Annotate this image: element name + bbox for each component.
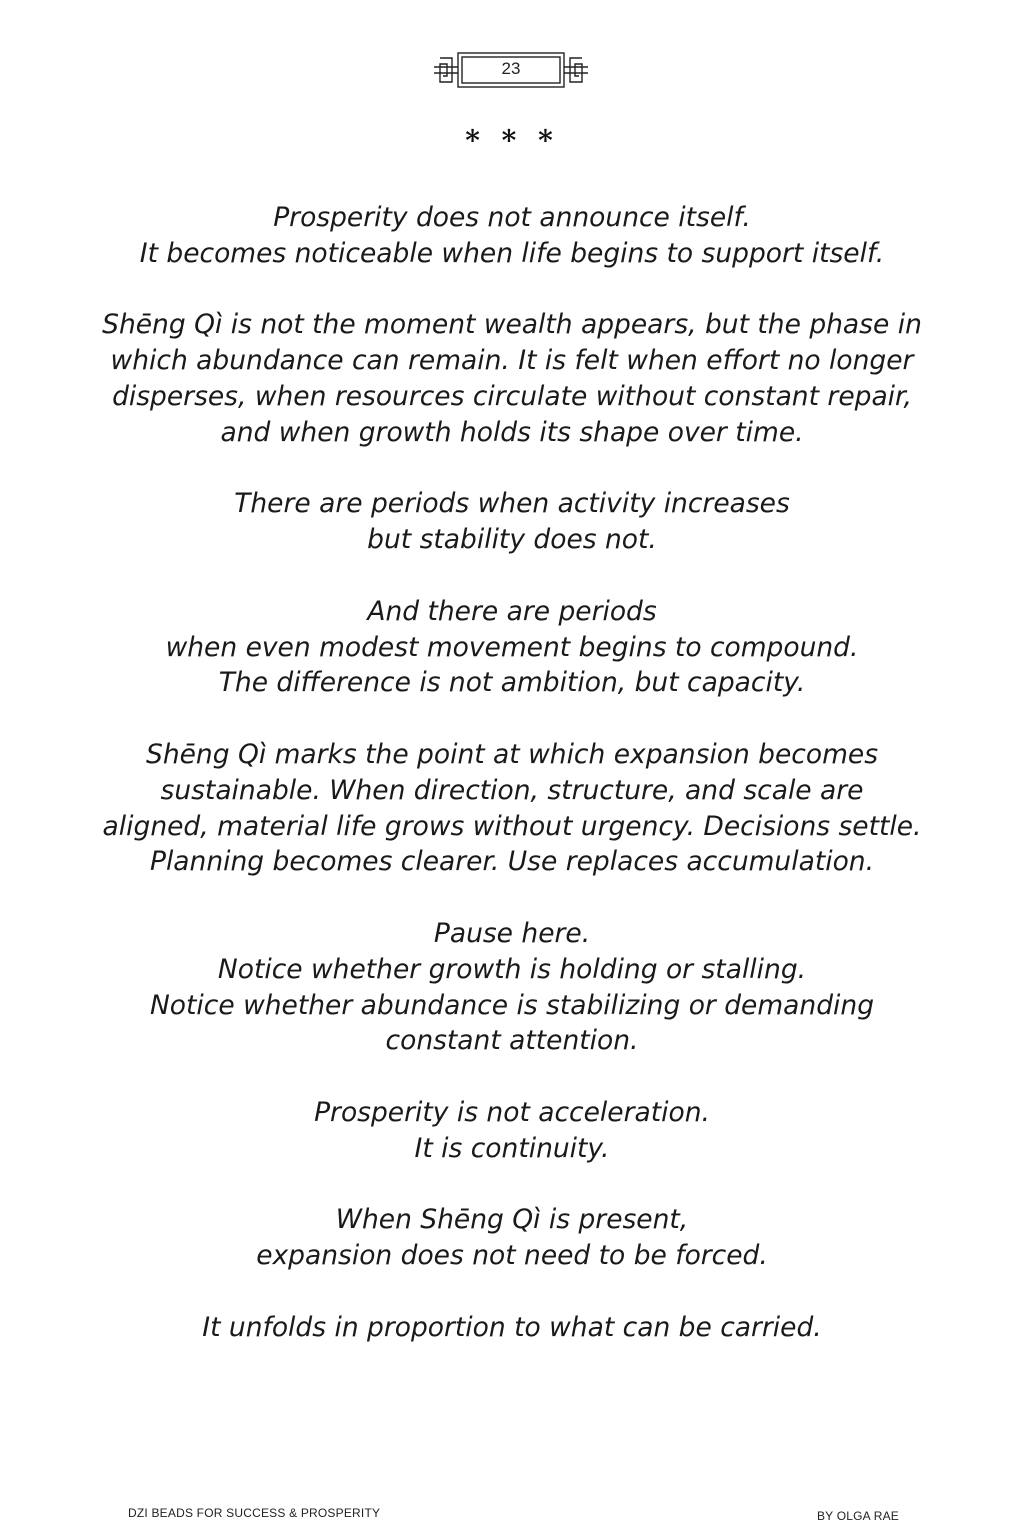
footer-book-title: DZI BEADS FOR SUCCESS & PROSPERITY <box>128 1506 381 1520</box>
text-line: It unfolds in proportion to what can be carried. <box>202 1311 822 1343</box>
text-line: It is continuity. <box>414 1132 610 1164</box>
body-text <box>100 200 924 1381</box>
text-line: and when growth holds its shape over time. <box>220 416 804 448</box>
text-line: There are periods when activity increases <box>234 488 790 520</box>
page-number-frame <box>432 50 590 90</box>
text-line: Shēng Qì is not the moment wealth appears, but the phase in <box>102 309 922 341</box>
text-line: When Shēng Qì is present, <box>335 1204 689 1236</box>
text-line: Notice whether abundance is stabilizing or demanding <box>149 989 875 1021</box>
text-line: constant attention. <box>385 1025 639 1057</box>
text-line: expansion does not need to be forced. <box>256 1240 768 1272</box>
paragraph <box>100 1095 924 1167</box>
text-line: disperses, when resources circulate without constant repair, <box>112 380 912 412</box>
text-line: Prosperity is not acceleration. <box>314 1096 710 1128</box>
text-line: aligned, material life grows without urgency. Decisions settle. <box>102 810 922 842</box>
section-separator: * * * <box>465 124 559 157</box>
paragraph <box>100 1310 924 1346</box>
text-line: Prosperity does not announce itself. <box>273 202 751 233</box>
text-line: And there are periods <box>367 595 657 627</box>
text-line: Notice whether growth is holding or stalling. <box>217 953 807 985</box>
text-line: but stability does not. <box>367 524 657 556</box>
paragraph <box>100 916 924 1059</box>
text-line: It becomes noticeable when life begins to support itself. <box>139 237 885 269</box>
paragraph <box>100 200 924 272</box>
text-line: Shēng Qì marks the point at which expansion becomes <box>146 738 878 770</box>
paragraph <box>100 737 924 880</box>
paragraph <box>100 307 924 450</box>
text-line: Planning becomes clearer. Use replaces accumulation. <box>149 846 875 878</box>
text-line: sustainable. When direction, structure, and scale are <box>160 774 864 806</box>
paragraph <box>100 1202 924 1274</box>
paragraph <box>100 486 924 558</box>
paragraph <box>100 594 924 701</box>
text-line: which abundance can remain. It is felt when effort no longer <box>110 345 914 377</box>
page-number: 23 <box>501 59 521 78</box>
text-line: when even modest movement begins to compound. <box>165 631 859 663</box>
footer-author: BY OLGA RAE <box>816 1509 899 1523</box>
text-line: The difference is not ambition, but capacity. <box>218 667 806 699</box>
text-line: Pause here. <box>433 917 591 949</box>
